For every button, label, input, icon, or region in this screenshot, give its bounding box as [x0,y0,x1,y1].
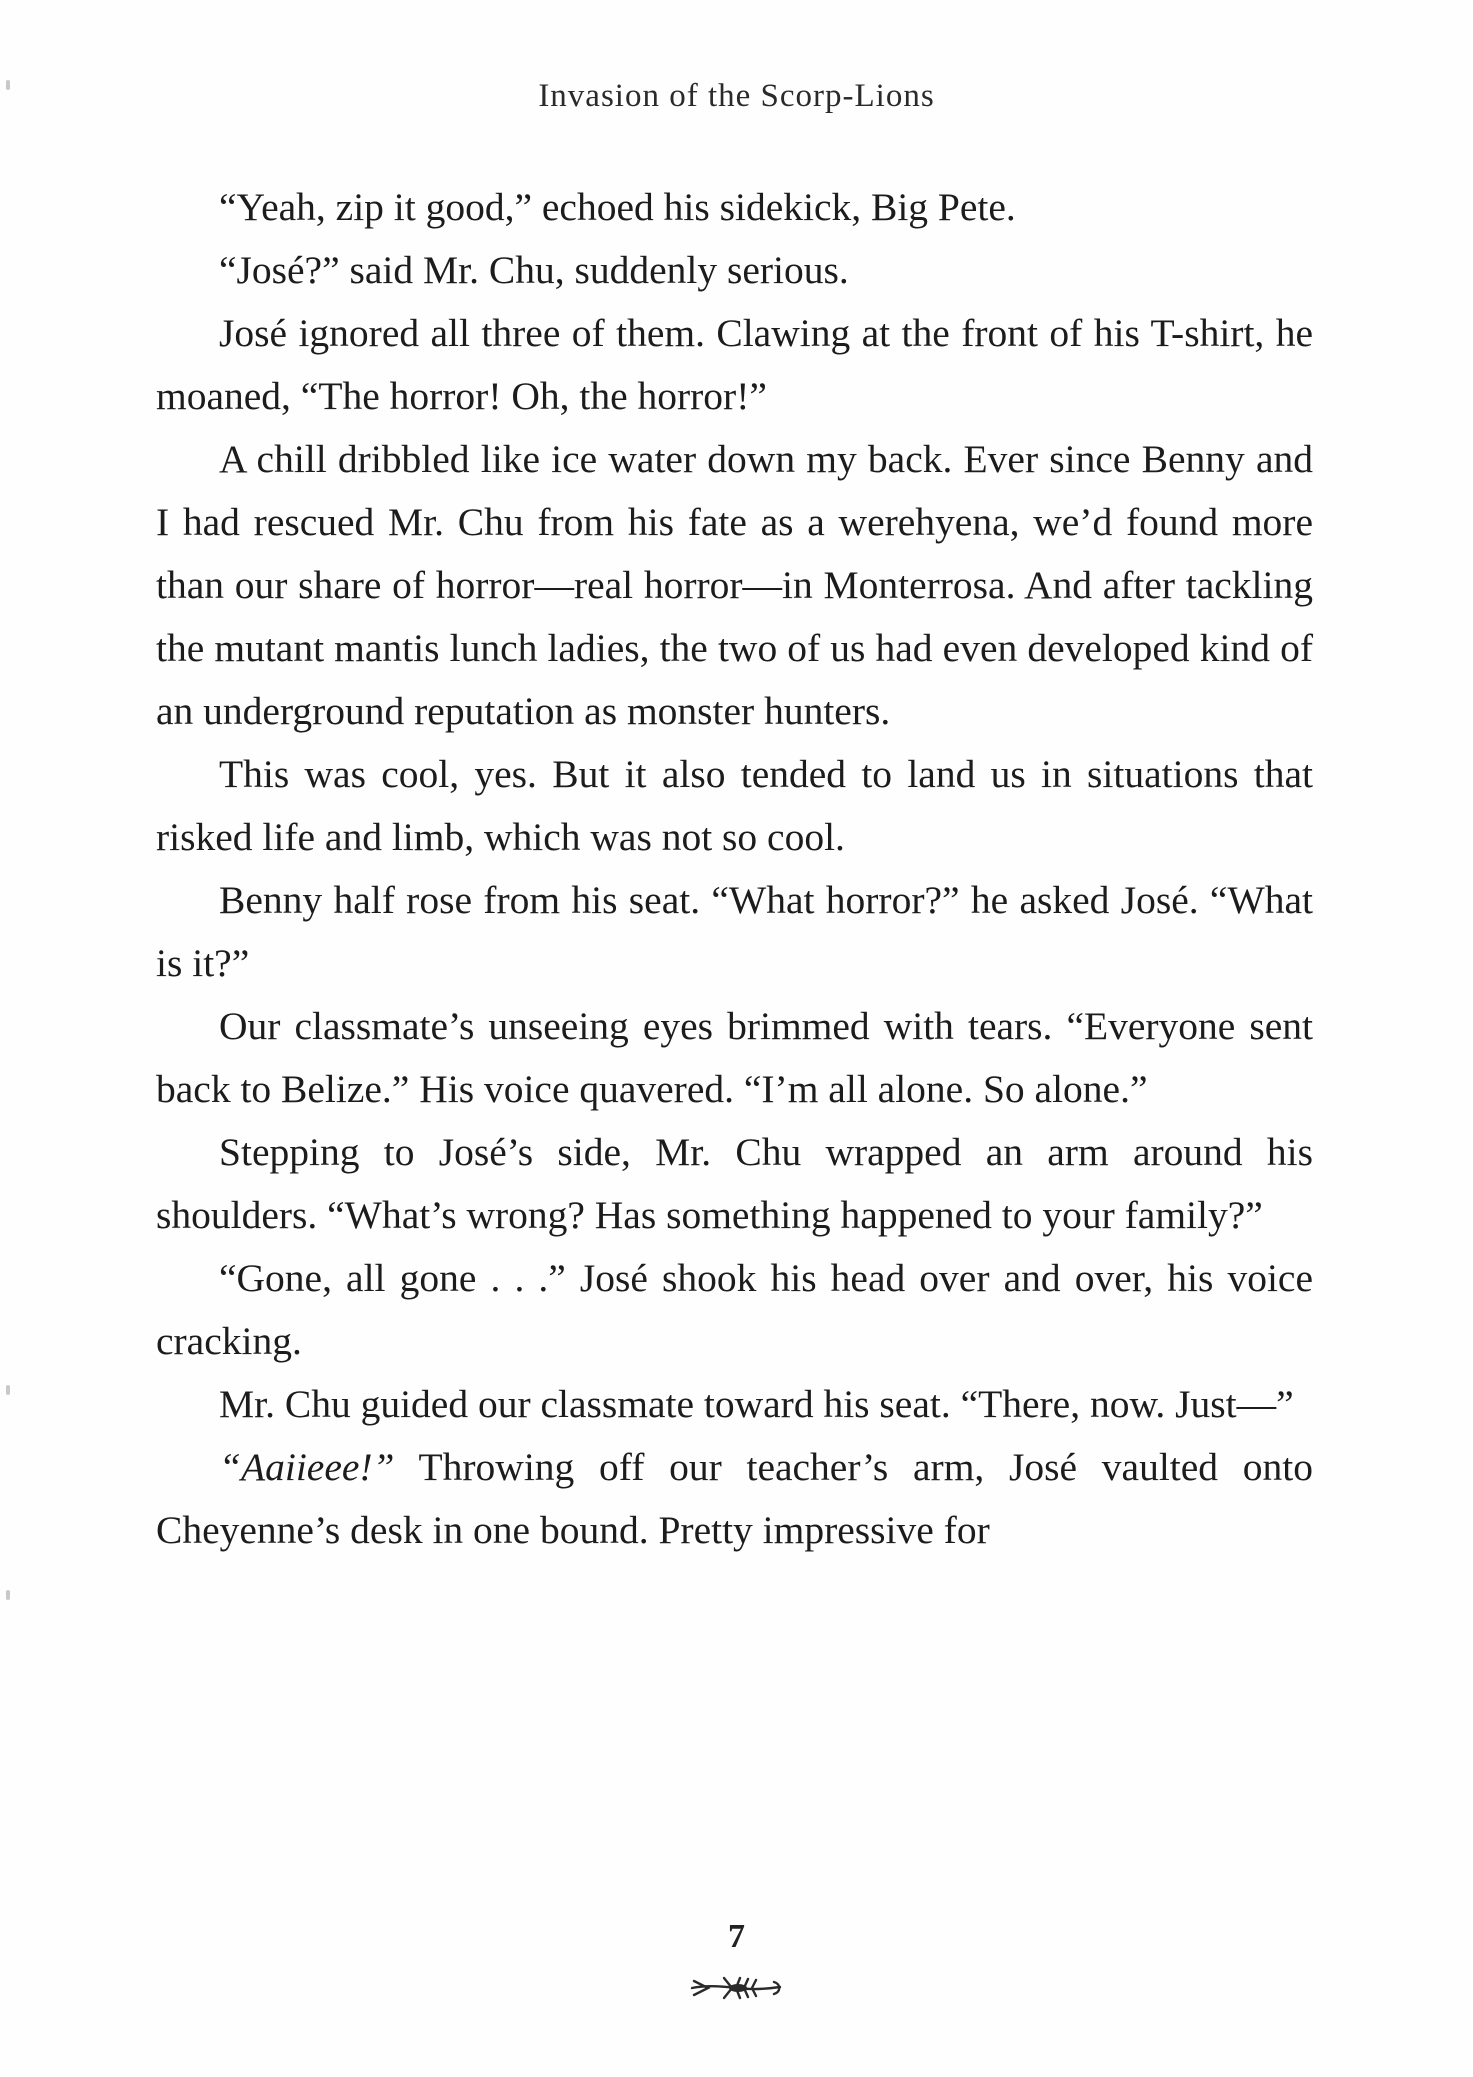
paragraph: “Aaiieee!” Throwing off our teacher’s arm, José vaulted onto Cheyenne’s desk in one bound. Pretty impressive for [156,1445,1313,1552]
page-edge-mark [6,1385,10,1395]
italic-exclamation: “Aaiieee!” [219,1445,395,1489]
paragraph: José ignored all three of them. Clawing at the front of his T-shirt, he moaned, “The horror! Oh, the horror!” [156,311,1313,418]
page-number: 7 [728,1918,745,1955]
paragraph: A chill dribbled like ice water down my back. Ever since Benny and I had rescued Mr. Chu from his fate as a werehyena, we’d found more than our share of horror—real horror—in Monterrosa. And after tackling the mutant mantis lunch ladies, the two of us had even developed kind of an underground reputation as monster hunters. [156,437,1313,733]
paragraph: “José?” said Mr. Chu, suddenly serious. [219,248,849,292]
body-text [156,176,1313,1562]
paragraph: “Yeah, zip it good,” echoed his sidekick, Big Pete. [219,185,1016,229]
paragraph: “Gone, all gone . . .” José shook his head over and over, his voice cracking. [156,1256,1313,1363]
paragraph: Benny half rose from his seat. “What horror?” he asked José. “What is it?” [156,878,1313,985]
paragraph: This was cool, yes. But it also tended to land us in situations that risked life and limb, which was not so cool. [156,752,1313,859]
paragraph: Our classmate’s unseeing eyes brimmed with tears. “Everyone sent back to Belize.” His voice quavered. “I’m all alone. So alone.” [156,1004,1313,1111]
scorpion-ornament-icon [686,1968,786,2008]
running-head: Invasion of the Scorp-Lions [538,78,935,114]
paragraph: Mr. Chu guided our classmate toward his seat. “There, now. Just—” [219,1382,1294,1426]
page-edge-mark [6,80,10,90]
paragraph: Stepping to José’s side, Mr. Chu wrapped an arm around his shoulders. “What’s wrong? Has something happened to your family?” [156,1130,1313,1237]
page-edge-mark [6,1590,10,1600]
